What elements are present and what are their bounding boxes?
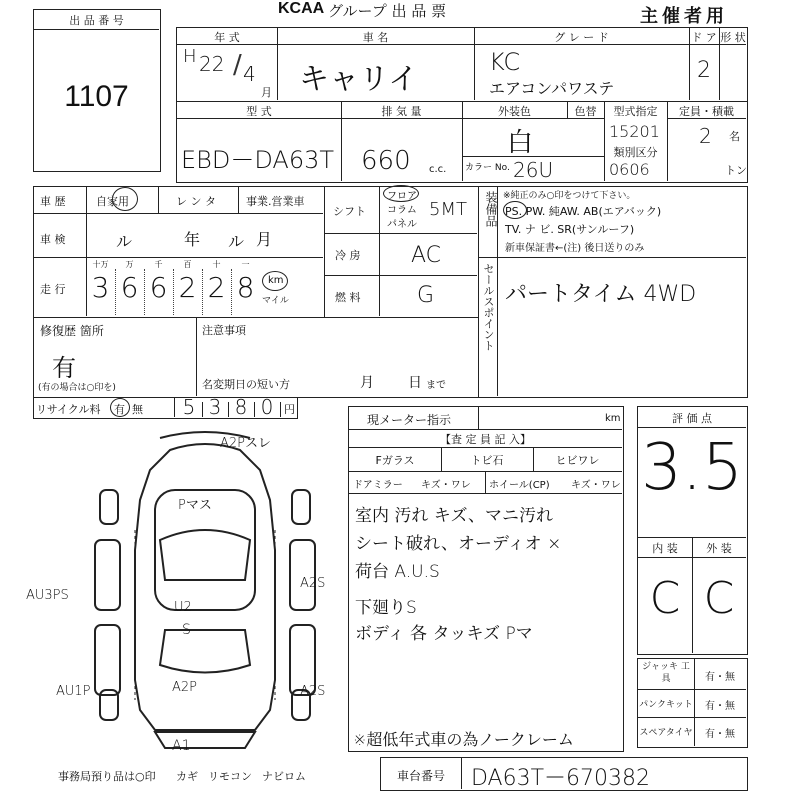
footer-item-remote: リモコン — [208, 770, 252, 783]
history-private: 自家用 — [96, 195, 129, 208]
windshield — [160, 530, 250, 580]
repair-notes-block — [33, 317, 479, 398]
cc-unit: c.c. — [429, 164, 447, 175]
fuel-label: 燃 料 — [335, 291, 361, 304]
mirror-value: キズ・ワレ — [421, 480, 471, 491]
recycle-digit: 3 — [208, 395, 222, 419]
diagram-label-right-lower: A2S — [300, 684, 326, 699]
diagram-label-right-upper: A2S — [300, 576, 326, 591]
shift-label: シフト — [333, 205, 366, 218]
right-mirror — [292, 490, 310, 524]
exterior-label: 外 装 — [706, 542, 732, 555]
name-change-label: 名変期日の短い方 — [202, 378, 290, 391]
fuel-value: G — [417, 283, 435, 308]
spare-choice: 有・無 — [705, 729, 735, 740]
car-name-value: キャリイ — [299, 62, 419, 97]
recycle-unit: 円 — [284, 403, 295, 416]
wheel-label: ホイール(CP) — [489, 480, 550, 491]
history-selected-circle — [112, 187, 138, 211]
spare-label: スペアタイヤ — [639, 728, 693, 738]
mileage-digit-label: 十 — [212, 260, 221, 269]
left-door-front — [95, 540, 120, 610]
color-value: 白 — [507, 128, 534, 158]
mileage-unit-km: km — [268, 275, 284, 286]
footer-comment: ※超低年式車の為ノークレーム — [353, 730, 574, 749]
sales-point-value: パートタイム 4WD — [505, 282, 697, 307]
meter-unit: km — [605, 413, 621, 424]
mileage-label: 走 行 — [40, 283, 66, 296]
color-no-value: 26U — [513, 158, 554, 182]
notes-label: 注意事項 — [202, 324, 246, 337]
chassis-label: 車台番号 — [396, 769, 445, 783]
comment-line-5: ボディ 各 タッキズ Pマ — [355, 624, 533, 644]
load-unit: トン — [725, 164, 747, 177]
repair-value: 有 — [52, 354, 76, 382]
diagram-label-center-b: S — [182, 622, 191, 638]
recycle-digit: 0 — [260, 395, 274, 419]
history-rental: レ ン タ — [176, 195, 216, 208]
model-label: 型 式 — [246, 105, 272, 118]
grade-label: グ レ ー ド — [554, 31, 609, 44]
form-title: グループ 出 品 票 — [328, 2, 447, 20]
recycle-digit: 5 — [182, 395, 196, 419]
doors-label: ド ア — [691, 31, 717, 44]
grade-sub: エアコンパワステ — [489, 79, 615, 98]
glass-chip: トビ石 — [470, 454, 504, 467]
name-change-day: 日 — [408, 375, 422, 391]
recycle-label: リサイクル料 — [36, 403, 101, 416]
footer-item-key: カギ — [176, 770, 198, 783]
aircon-label: 冷 房 — [335, 249, 361, 262]
comment-line-4: 下廻りS — [355, 598, 417, 618]
month-value: 4 — [243, 62, 256, 86]
jack-label: ジャッキ 工 具 — [642, 662, 690, 684]
type-spec-value: 15201 — [609, 122, 660, 141]
accessories-block — [637, 658, 748, 748]
comment-line-1: 室内 汚れ キズ、マニ汚れ — [355, 506, 553, 526]
mirror-label: ドアミラー — [353, 480, 403, 491]
shift-block — [324, 186, 479, 318]
car-name-label: 車 名 — [362, 31, 389, 44]
right-door-front — [290, 540, 315, 610]
name-change-month: 月 — [360, 375, 374, 391]
diagram-label-center-a: U2 — [174, 600, 192, 615]
equipment-note: ※純正のみ○印をつけて下さい。 — [503, 191, 636, 201]
shift-selected-circle — [383, 185, 419, 202]
vehicle-damage-diagram — [60, 430, 350, 760]
history-business: 事業.営業車 — [246, 195, 305, 208]
mileage-digit: 2 — [178, 271, 197, 304]
diagram-label-hood: Pマス — [178, 498, 212, 513]
category-value: 0606 — [609, 160, 650, 179]
score-label-text: 評 価 点 — [672, 412, 712, 425]
repair-note: (有の場合は○印を) — [38, 383, 116, 393]
comment-line-2: シート破れ、オーディオ × — [355, 534, 562, 554]
equipment-line-3: 新車保証書←(注) 後日送りのみ — [505, 243, 645, 254]
shaken-year-value: ル — [116, 232, 133, 251]
puncture-label: パンクキット — [639, 700, 693, 710]
ps-circle — [503, 201, 527, 219]
chassis-number-box — [380, 757, 748, 791]
history-block — [33, 186, 325, 318]
mileage-unit-mile: マイル — [262, 296, 289, 306]
equipment-line-2: TV. ナ ビ. SR(サンルーフ) — [505, 223, 635, 236]
interior-value: C — [649, 573, 681, 624]
shaken-label: 車 検 — [40, 233, 66, 246]
color-change-label: 色替 — [574, 105, 597, 118]
cc-label: 排 気 量 — [381, 105, 422, 118]
shaken-year-unit: 年 — [184, 230, 201, 249]
capacity-label: 定員・積載 — [679, 105, 734, 118]
history-label: 車 歴 — [40, 195, 66, 208]
diagram-label-rear: A2P — [172, 680, 198, 695]
mileage-digit: 3 — [91, 271, 110, 304]
recycle-digit: 8 — [234, 395, 248, 419]
color-no-label: カラー No. — [465, 163, 510, 173]
sales-point-label-text: セールスポイント — [482, 263, 495, 351]
cc-value: 660 — [361, 146, 411, 176]
lot-number-value: 1107 — [64, 80, 129, 113]
sales-point-label — [480, 263, 496, 354]
logo: KCAA — [278, 0, 325, 17]
equipment-block — [478, 186, 748, 398]
vehicle-row-1: 年 式 H 22 / 4 月 車 名 キャリイ グ レ ー ド KC エアコンパワステ ド ア 2 形 状 — [176, 27, 748, 102]
diagram-label-left-upper: AU3PS — [26, 588, 69, 603]
office-note: 事務局預り品は○印 — [58, 770, 156, 783]
year-label: 年 式 — [214, 31, 240, 44]
type-spec-label: 型式指定 — [613, 105, 658, 118]
shift-value: 5MT — [429, 199, 467, 220]
diagram-label-left-lower: AU1P — [56, 684, 91, 699]
shift-panel: パネル — [387, 219, 417, 230]
mileage-digit: 6 — [120, 271, 139, 304]
recycle-flag: 有 — [114, 403, 125, 416]
left-mirror — [100, 490, 118, 524]
diagram-label-top-right: A2Pスレ — [220, 436, 272, 451]
lot-number-box — [33, 9, 161, 172]
capacity-unit: 名 — [729, 130, 740, 143]
equipment-label-text: 装備品 — [484, 191, 498, 227]
wheel-value: キズ・ワレ — [571, 480, 621, 491]
shaken-month-value: ル — [228, 232, 245, 251]
equipment-label — [480, 191, 496, 234]
glass-label: Fガラス — [375, 454, 415, 467]
recycle-block — [33, 397, 298, 419]
left-door-rear — [95, 625, 120, 695]
mileage-digit: 8 — [236, 271, 255, 304]
grade-box — [637, 406, 748, 655]
inspector-section-label: 【査 定 員 記 入】 — [440, 433, 531, 446]
equipment-line-1: PS. PW. 純AW. AB(エアバック) — [505, 205, 662, 218]
capacity-value: 2 — [699, 124, 712, 148]
shift-floor: フロア — [387, 191, 417, 202]
rear-bumper — [155, 732, 255, 748]
doors-value: 2 — [697, 58, 711, 83]
mileage-km-circle — [262, 271, 288, 291]
comment-line-3: 荷台 A.U.S — [355, 562, 440, 582]
mileage-digit: 2 — [207, 271, 226, 304]
name-change-until: まで — [426, 380, 446, 391]
model-value: EBD－DA63T — [181, 146, 335, 174]
inspector-block — [348, 406, 624, 752]
score-value: 3.5 — [641, 431, 743, 505]
footer-item-navirom: ナビロム — [262, 770, 306, 783]
shaken-month-unit: 月 — [256, 230, 273, 249]
mileage-digit-label: 百 — [183, 260, 192, 269]
year-era: H — [183, 46, 197, 67]
meter-label: 現メーター指示 — [367, 413, 452, 427]
year-value: 22 — [199, 52, 225, 76]
glass-crack: ヒビワレ — [555, 454, 600, 467]
grade-value: KC — [489, 48, 521, 76]
interior-label: 内 装 — [652, 542, 678, 555]
shape-label: 形 状 — [720, 31, 746, 44]
exterior-value: C — [703, 573, 735, 624]
category-label: 類別区分 — [613, 146, 658, 159]
jack-choice: 有・無 — [705, 672, 735, 683]
mileage-digit-label: 一 — [241, 260, 250, 269]
mileage-digit: 6 — [149, 271, 168, 304]
puncture-choice: 有・無 — [705, 701, 735, 712]
organizer-label: 主催者用 — [640, 6, 728, 27]
month-unit: 月 — [261, 86, 272, 99]
diagram-label-bottom: A1 — [172, 738, 191, 754]
aircon-value: AC — [411, 243, 442, 268]
rear-window — [160, 630, 250, 673]
chassis-value: DA63T－670382 — [471, 766, 651, 791]
mileage-digit-label: 万 — [125, 260, 134, 269]
recycle-none: 無 — [132, 403, 143, 416]
color-label: 外装色 — [498, 105, 531, 118]
repair-label: 修復歴 箇所 — [40, 324, 104, 338]
vehicle-row-2 — [176, 101, 748, 183]
lot-number-label: 出 品 番 号 — [69, 14, 124, 27]
mileage-digit-label: 千 — [154, 260, 163, 269]
recycle-flag-circle — [110, 398, 130, 417]
mileage-digit-label: 十万 — [92, 260, 109, 269]
shift-column: コラム — [387, 205, 417, 216]
